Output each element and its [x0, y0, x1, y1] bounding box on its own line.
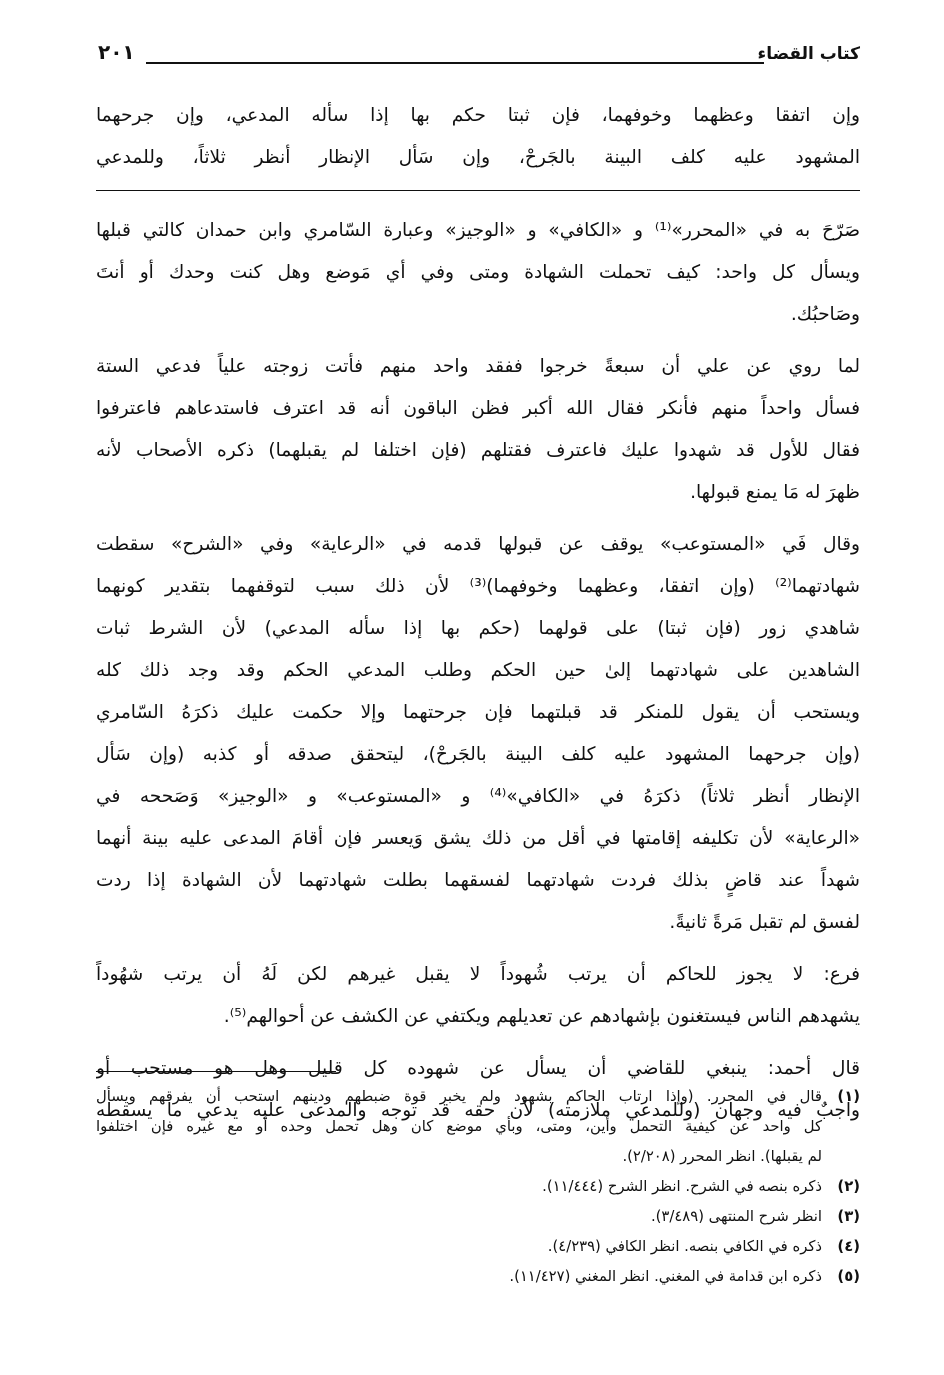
main-text-line: المشهود عليه كلف البينة بالجَرحْ، وإن سَأل الإنظار أنظر ثلاثاً، وللمدعي	[96, 147, 860, 168]
commentary-line: يشهدهم الناس فيستغنون بإشهادهم عن تعديلهم ويكتفي عن الكشف عن أحوالهم⁽⁵⁾.	[223, 1006, 860, 1027]
commentary-line: (وإن جرحهما المشهود عليه كلف البينة بالجَرحْ)، ليتحقق صدقه أو كذبه (وإن سَأل	[96, 744, 860, 765]
commentary-line: ويستحب أن يقول للمنكر قد قبلتهما فإن جرحتهما وإلا حكمت عليك ذكرَهُ السّامري	[96, 702, 860, 723]
commentary-line: قال أحمد: ينبغي للقاضي أن يسأل عن شهوده كل قليل وهل هو مستحب أو	[96, 1058, 860, 1079]
footnote-number: (٣)	[837, 1208, 860, 1225]
footnote	[96, 1082, 860, 1112]
footnote-text: قال في المحرر. (وإذا ارتاب الحاكم بشهود ولم يخبر قوة ضبطهم ودينهم استحب أن يفرقهم ويسأل	[96, 1088, 822, 1105]
commentary-line: فسأل واحداً منهم فأنكر فقال الله أكبر فظن الباقون أنه قد اعترف فاستدعاهم فاعترفوا	[96, 398, 860, 419]
book-title: كتاب القضاء	[757, 44, 860, 64]
commentary-line: ظهرَ له مَا يمنع قبولها.	[690, 482, 860, 503]
commentary-line: وقال فَي «المستوعب» يوقف عن قبولها قدمه في «الرعاية» وفي «الشرح» سقطت	[96, 534, 860, 555]
footnotes	[96, 1082, 860, 1292]
footnote-number: (٤)	[837, 1238, 860, 1255]
commentary-line: فقال للأول قد شهدوا عليك فاعترف فقتلهم (فإن اختلفا لم يقبلهما) ذكره الأصحاب لأنه	[96, 440, 860, 461]
footnote-number: (٥)	[837, 1268, 860, 1285]
footnote-separator	[96, 1071, 336, 1072]
footnote-text: انظر شرح المنتهى (٣/٤٨٩).	[650, 1208, 822, 1225]
commentary-line: فرع: لا يجوز للحاكم أن يرتب شُهوداً لا يقبل غيرهم لكن لَهُ أن يرتب شهُوداً	[96, 964, 860, 985]
footnote-number: (١)	[837, 1088, 860, 1105]
text-separator	[96, 190, 860, 191]
footnote-text: ذكره بنصه في الشرح. انظر الشرح (١١/٤٤٤).	[542, 1178, 822, 1195]
commentary-line: واجبٌ فيه وجهان (وللمدعي ملازمته) لأن حقه قد توجه والمدعى عليه يدعي ما يسقطه	[96, 1100, 860, 1121]
commentary-paragraph	[96, 954, 860, 1038]
footnote	[96, 1262, 860, 1292]
commentary-paragraph	[96, 210, 860, 336]
commentary-line: وصَاحبُك.	[790, 304, 860, 325]
commentary-line: «الرعاية» لأن تكليفه إقامتها في أقل من ذلك يشق وَيعسر فإن أقامَ المدعى عليه بينة أنهما	[96, 828, 860, 849]
footnote-continuation: كل واحد عن كيفية التحمل وأين، ومتى، وبأي موضع كان وهل تحمل وحده أو مع غيره فإن اختلفوا	[96, 1118, 822, 1135]
commentary-line: صَرّحَ به في «المحرر»⁽¹⁾ و «الكافي» و «الوجيز» وعبارة السّامري وابن حمدان كالتي قبلها	[96, 220, 860, 241]
commentary-line: شهداً عند قاضٍ بذلك فردت شهادتهما لفسقهما بطلت شهادتهما لأن الشهادة إذا ردت	[96, 870, 860, 891]
commentary-line: ويسأل كل واحد: كيف تحملت الشهادة ومتى وفي أي مَوضع وهل كنت وحدك أو أنتَ	[96, 262, 860, 283]
footnote	[96, 1202, 860, 1232]
commentary-paragraph	[96, 346, 860, 514]
footnote-text: ذكره في الكافي بنصه. انظر الكافي (٤/٢٣٩).	[547, 1238, 822, 1255]
footnote	[96, 1172, 860, 1202]
commentary-line: الإنظار أنظر ثلاثاً) ذكرَهُ في «الكافي»⁽⁴⁾ و «المستوعب» و «الوجيز» وَصَححه في	[96, 786, 860, 807]
page-header	[96, 34, 860, 74]
footnote	[96, 1232, 860, 1262]
commentary-line: شاهدي زور (فإن ثبتا) على قولهما (حكم بها إذا سأله المدعي) لأن الشرط ثبات	[96, 618, 860, 639]
header-rule	[146, 62, 764, 64]
footnote-number: (٢)	[837, 1178, 860, 1195]
commentary-line: لفسق لم تقبل مَرةً ثانيةً.	[669, 912, 860, 933]
page-number: ٢٠١	[98, 40, 135, 64]
commentary-line: لما روي عن علي أن سبعةً خرجوا ففقد واحد منهم فأتت زوجته علياً فدعي الستة	[96, 356, 860, 377]
commentary-line: الشاهدين على شهادتهما إلىٰ حين الحكم وطلب المدعي الحكم وقد وجد ذلك كله	[96, 660, 860, 681]
footnote-continuation: لم يقبلها). انظر المحرر (٢/٢٠٨).	[622, 1148, 822, 1165]
commentary-line: شهادتهما⁽²⁾ (وإن اتفقا، وعظهما وخوفهما)⁽³⁾ لأن ذلك سبب لتوقفهما بتقدير كونهما	[96, 576, 860, 597]
footnote-text: ذكره ابن قدامة في المغني. انظر المغني (١١/٤٢٧).	[509, 1268, 822, 1285]
commentary-paragraph	[96, 524, 860, 944]
book-page	[96, 0, 860, 1375]
main-text	[96, 95, 860, 179]
commentary	[96, 210, 860, 1142]
main-text-line: وإن اتفقا وعظهما وخوفهما، فإن ثبتا حكم بها إذا سأله المدعي، وإن جرحهما	[96, 105, 860, 126]
